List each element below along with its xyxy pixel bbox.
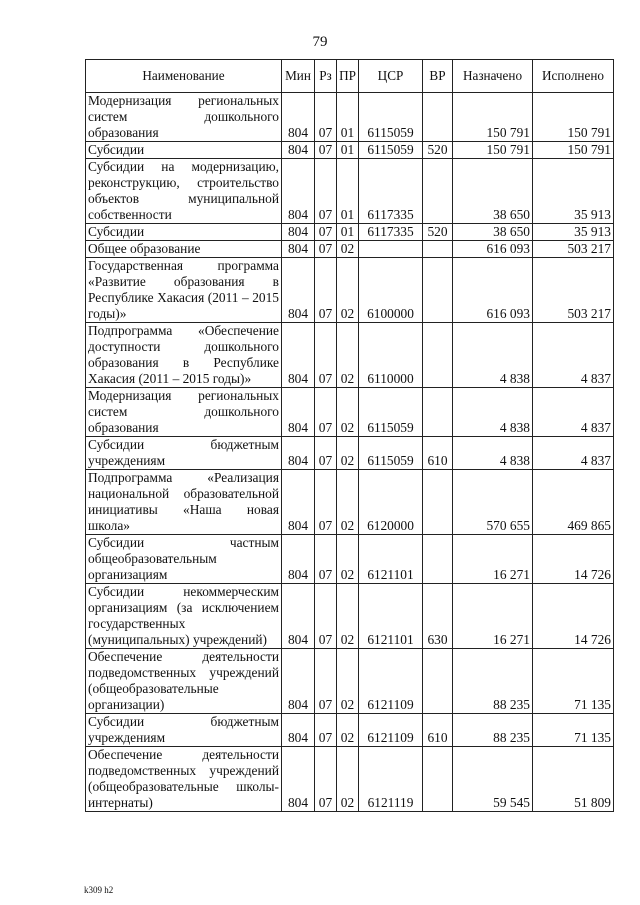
row-vr [423,388,453,437]
row-name: Субсидии бюджетным учреждениям [86,714,282,747]
table-row [86,258,614,323]
row-assigned: 38 650 [453,224,533,241]
row-min: 804 [282,649,315,714]
row-vr [423,258,453,323]
row-rz: 07 [315,241,337,258]
row-vr [423,241,453,258]
row-name: Субсидии частным общеобразовательным организациям [86,535,282,584]
row-vr [423,93,453,142]
row-name: Подпрограмма «Реализация национальной образовательной инициативы «Наша новая школа» [86,470,282,535]
row-csr: 6110000 [359,323,423,388]
row-assigned: 616 093 [453,241,533,258]
row-pr: 02 [337,437,359,470]
row-assigned: 150 791 [453,93,533,142]
row-vr [423,470,453,535]
row-rz: 07 [315,258,337,323]
row-csr: 6115059 [359,388,423,437]
row-executed: 469 865 [533,470,614,535]
row-rz: 07 [315,437,337,470]
row-rz: 07 [315,535,337,584]
row-executed: 14 726 [533,535,614,584]
header-col-name: Наименование [86,60,282,93]
row-name: Субсидии некоммерческим организациям (за исключением государственных (муниципальных) учреждений) [86,584,282,649]
row-min: 804 [282,241,315,258]
row-min: 804 [282,93,315,142]
row-assigned: 4 838 [453,388,533,437]
row-name: Модернизация региональных систем дошкольного образования [86,388,282,437]
table-row [86,93,614,142]
table-body [86,93,614,812]
budget-table [85,59,614,812]
table-row [86,323,614,388]
row-name: Общее образование [86,241,282,258]
row-executed: 35 913 [533,159,614,224]
row-executed: 14 726 [533,584,614,649]
row-csr: 6115059 [359,437,423,470]
row-vr: 630 [423,584,453,649]
row-assigned: 38 650 [453,159,533,224]
row-assigned: 150 791 [453,142,533,159]
row-assigned: 88 235 [453,649,533,714]
row-csr: 6115059 [359,142,423,159]
row-executed: 35 913 [533,224,614,241]
table-row [86,649,614,714]
row-min: 804 [282,388,315,437]
row-name: Государственная программа «Развитие образования в Республике Хакасия (2011 – 2015 годы)» [86,258,282,323]
row-csr: 6117335 [359,159,423,224]
row-rz: 07 [315,224,337,241]
row-pr: 01 [337,224,359,241]
row-name: Субсидии бюджетным учреждениям [86,437,282,470]
row-vr [423,747,453,812]
row-vr: 610 [423,437,453,470]
row-pr: 02 [337,584,359,649]
row-vr: 520 [423,224,453,241]
table-row [86,584,614,649]
header-col-pr: ПР [337,60,359,93]
row-assigned: 16 271 [453,535,533,584]
row-vr: 610 [423,714,453,747]
row-name: Подпрограмма «Обеспечение доступности дошкольного образования в Республике Хакасия (2011 – 2015 годы)» [86,323,282,388]
row-min: 804 [282,142,315,159]
row-rz: 07 [315,323,337,388]
row-executed: 4 837 [533,388,614,437]
row-assigned: 4 838 [453,323,533,388]
table-row [86,224,614,241]
row-assigned: 570 655 [453,470,533,535]
header-col-executed: Исполнено [533,60,614,93]
row-name: Субсидии [86,224,282,241]
row-pr: 01 [337,159,359,224]
row-assigned: 4 838 [453,437,533,470]
row-min: 804 [282,714,315,747]
row-rz: 07 [315,93,337,142]
row-assigned: 16 271 [453,584,533,649]
header-col-vr: ВР [423,60,453,93]
row-vr [423,535,453,584]
page-number: 79 [312,34,328,50]
row-rz: 07 [315,142,337,159]
row-pr: 02 [337,241,359,258]
row-pr: 02 [337,388,359,437]
row-executed: 71 135 [533,714,614,747]
row-min: 804 [282,323,315,388]
row-vr [423,649,453,714]
row-csr: 6121101 [359,584,423,649]
row-min: 804 [282,224,315,241]
row-rz: 07 [315,649,337,714]
row-name: Обеспечение деятельности подведомственных учреждений (общеобразовательные школы-интернаты) [86,747,282,812]
row-csr: 6120000 [359,470,423,535]
row-pr: 01 [337,93,359,142]
row-min: 804 [282,747,315,812]
row-min: 804 [282,159,315,224]
table-row [86,747,614,812]
header-col-assigned: Назначено [453,60,533,93]
header-col-rz: Рз [315,60,337,93]
row-rz: 07 [315,747,337,812]
header-col-min: Мин [282,60,315,93]
row-min: 804 [282,584,315,649]
row-executed: 51 809 [533,747,614,812]
row-rz: 07 [315,584,337,649]
row-min: 804 [282,258,315,323]
row-rz: 07 [315,470,337,535]
row-executed: 4 837 [533,323,614,388]
table-row [86,714,614,747]
row-vr [423,159,453,224]
row-pr: 02 [337,323,359,388]
row-csr: 6121109 [359,714,423,747]
row-pr: 01 [337,142,359,159]
row-csr: 6115059 [359,93,423,142]
row-csr: 6121119 [359,747,423,812]
row-vr [423,323,453,388]
table-row [86,241,614,258]
row-executed: 503 217 [533,241,614,258]
row-pr: 02 [337,747,359,812]
table-row [86,159,614,224]
row-rz: 07 [315,714,337,747]
footer-code: k309 h2 [84,885,114,895]
row-min: 804 [282,437,315,470]
row-rz: 07 [315,159,337,224]
row-assigned: 616 093 [453,258,533,323]
row-rz: 07 [315,388,337,437]
row-executed: 71 135 [533,649,614,714]
row-executed: 150 791 [533,93,614,142]
row-assigned: 59 545 [453,747,533,812]
header-col-csr: ЦСР [359,60,423,93]
row-pr: 02 [337,535,359,584]
row-name: Модернизация региональных систем дошкольного образования [86,93,282,142]
table-header [86,60,614,93]
table-row [86,142,614,159]
table-row [86,535,614,584]
row-name: Обеспечение деятельности подведомственных учреждений (общеобразовательные организации) [86,649,282,714]
row-csr: 6121101 [359,535,423,584]
row-csr: 6117335 [359,224,423,241]
row-csr: 6121109 [359,649,423,714]
row-executed: 4 837 [533,437,614,470]
row-name: Субсидии [86,142,282,159]
row-csr [359,241,423,258]
row-min: 804 [282,535,315,584]
row-assigned: 88 235 [453,714,533,747]
row-vr: 520 [423,142,453,159]
row-csr: 6100000 [359,258,423,323]
table-row [86,437,614,470]
row-executed: 150 791 [533,142,614,159]
row-name: Субсидии на модернизацию, реконструкцию, строительство объектов муниципальной собственности [86,159,282,224]
table-row [86,470,614,535]
row-min: 804 [282,470,315,535]
row-executed: 503 217 [533,258,614,323]
header-row [86,60,614,93]
table-row [86,388,614,437]
row-pr: 02 [337,714,359,747]
row-pr: 02 [337,258,359,323]
row-pr: 02 [337,470,359,535]
row-pr: 02 [337,649,359,714]
